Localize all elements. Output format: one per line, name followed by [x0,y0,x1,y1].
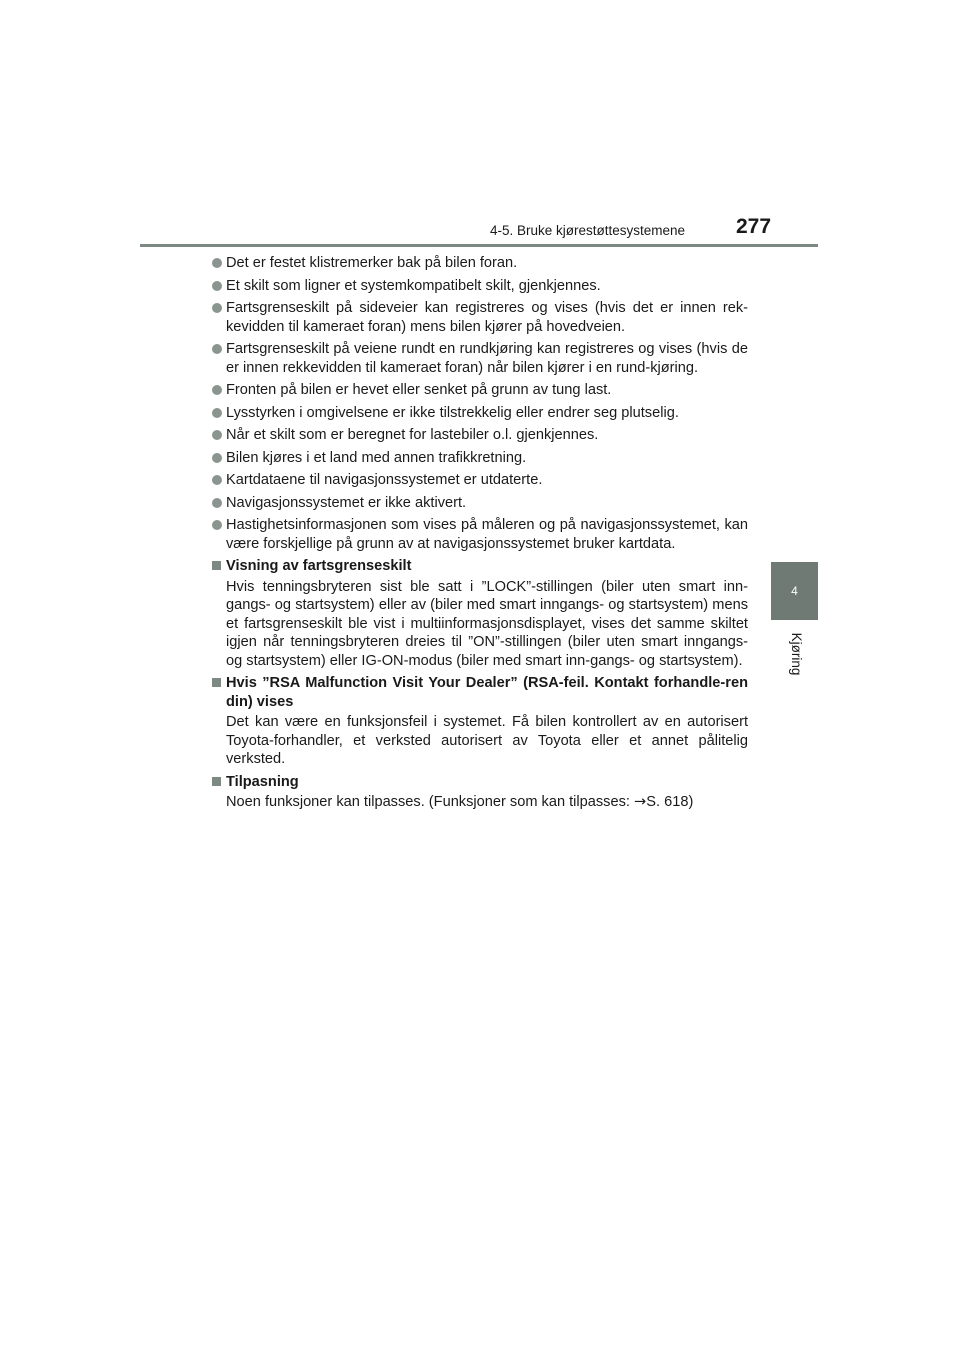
list-item [212,299,748,336]
page-reference-link[interactable]: S. 618) [646,794,694,810]
list-item-text: Fartsgrenseskilt på sideveier kan registreres og vises (hvis det er innen rek-kevidden til kameraet foran) mens bilen kjører på hovedveien. [226,300,748,335]
bullet-icon [212,385,222,395]
section-customization [212,773,748,812]
list-item [212,449,748,468]
list-item-text: Bilen kjøres i et land med annen trafikkretning. [226,449,527,466]
bullet-icon [212,281,222,291]
list-item [212,254,748,273]
list-item-text: Fartsgrenseskilt på veiene rundt en rundkjøring kan registreres og vises (hvis de er innen rekkevidden til kameraet foran) når bilen kjører i en rund-kjøring. [226,341,748,376]
section-rsa-fault [212,674,748,769]
list-item [212,404,748,423]
list-item [212,426,748,445]
arrow-right-icon: → [634,793,647,810]
chapter-tab [771,562,818,620]
list-item-text: Det er festet klistremerker bak på bilen foran. [226,255,518,271]
list-item-text: Lysstyrken i omgivelsene er ikke tilstrekkelig eller endrer seg plutselig. [226,404,679,421]
section-title-display: Visning av fartsgrenseskilt [226,558,412,574]
list-item [212,340,748,377]
list-item-text: Et skilt som ligner et systemkompatibelt skilt, gjenkjennes. [226,277,601,294]
list-item-text: Fronten på bilen er hevet eller senket på grunn av tung last. [226,382,612,398]
section-body-display: Hvis tenningsbryteren sist ble satt i ”LOCK”-stillingen (biler uten smart inn-gangs- og startsystem) eller av (biler med smart inngangs- og startsystem) mens et fartsgrenseskilt ble vist i multiinformasjonsdisplayet, vises det samme skiltet igjen når tenningsbryteren dreies til ”ON”-stillingen (biler uten smart inngangs- og startsystem) eller IG-ON-modus (biler med smart inn-gangs- og startsystem). [226,578,748,669]
page-number: 277 [736,215,772,238]
bullet-icon [212,303,222,313]
section-title: 4-5. Bruke kjørestøttesystemene [490,223,686,238]
bullet-icon [212,453,222,463]
section-title-rsa-fault: Hvis ”RSA Malfunction Visit Your Dealer” (RSA-feil. Kontakt forhandle-ren din) vises [226,675,748,710]
section-body-customization [226,793,748,812]
list-item [212,516,748,553]
section-title-customization: Tilpasning [226,773,299,790]
customization-text: Noen funksjoner kan tilpasses. (Funksjoner som kan tilpasses: [226,794,635,810]
list-item-text: Kartdataene til navigasjonssystemet er utdaterte. [226,472,543,488]
list-item-text: Når et skilt som er beregnet for lastebiler o.l. gjenkjennes. [226,427,599,443]
chapter-label: Kjøring [789,632,804,676]
bullet-icon [212,258,222,268]
list-item [212,471,748,490]
bullet-icon [212,344,222,354]
header-divider [140,244,818,247]
bullet-icon [212,408,222,418]
bullet-icon [212,498,222,508]
page-content [212,254,748,816]
bullet-icon [212,430,222,440]
list-item [212,494,748,513]
list-item-text: Hastighetsinformasjonen som vises på måleren og på navigasjonssystemet, kan være forskjellige på grunn av at navigasjonssystemet bruker kartdata. [226,517,748,552]
chapter-number: 4 [791,584,798,598]
section-square-icon [212,678,221,687]
list-item [212,277,748,296]
bullet-icon [212,475,222,485]
section-display [212,557,748,670]
section-square-icon [212,561,221,570]
bullet-icon [212,520,222,530]
list-item-text: Navigasjonssystemet er ikke aktivert. [226,494,467,511]
list-item [212,381,748,400]
section-square-icon [212,777,221,786]
section-body-rsa-fault: Det kan være en funksjonsfeil i systemet. Få bilen kontrollert av en autorisert Toyota-forhandler, et verksted autorisert av Toyota eller et annet pålitelig verksted. [226,714,748,767]
